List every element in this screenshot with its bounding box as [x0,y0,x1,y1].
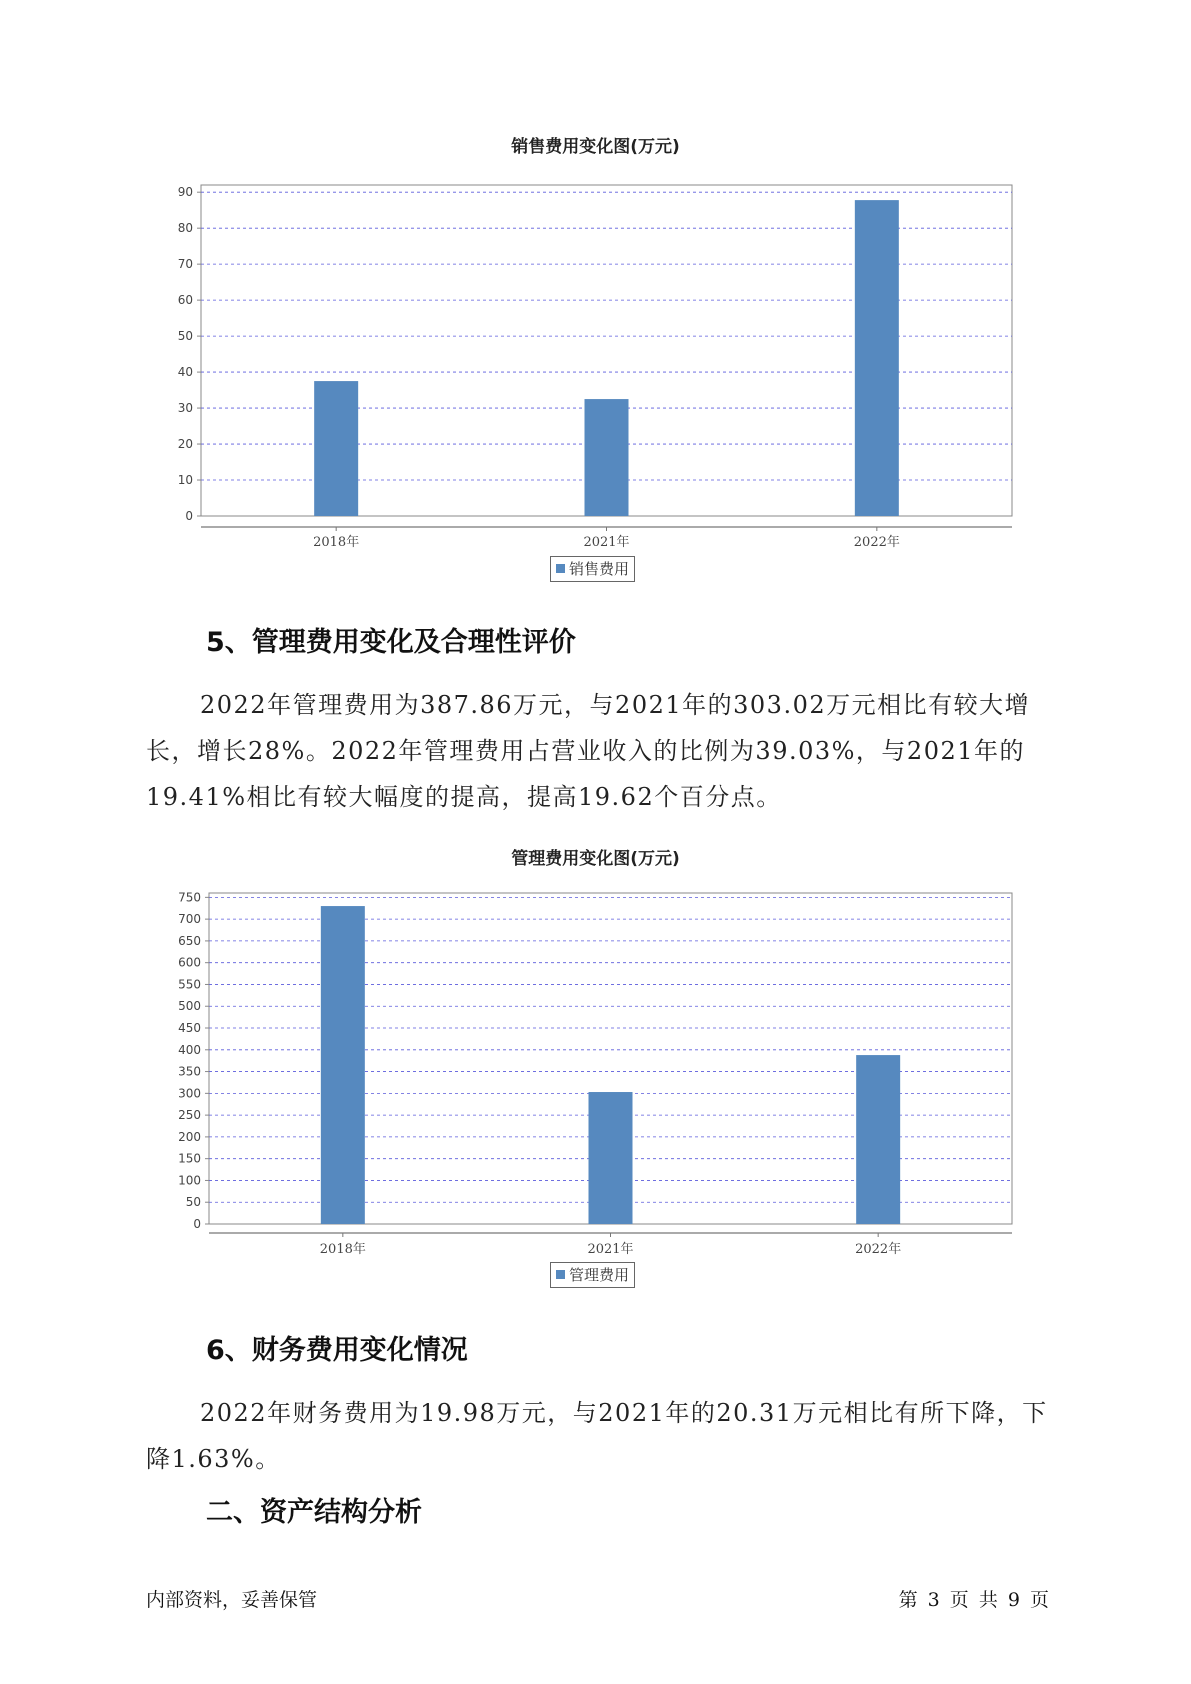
section-6-heading: 6、财务费用变化情况 [206,1335,468,1366]
y-tick-label: 50 [185,1195,201,1210]
y-tick-label: 90 [177,185,193,200]
section-5-heading: 5、管理费用变化及合理性评价 [206,627,576,658]
mgmt-chart-title: 管理费用变化图(万元) [511,849,680,869]
y-tick-label: 400 [178,1042,201,1057]
y-tick-label: 750 [178,890,201,905]
section-6-paragraph: 2022年财务费用为19.98万元，与2021年的20.31万元相比有所下降，下降1.63%。 [146,1399,1048,1473]
y-tick-label: 650 [178,933,201,948]
section-5-paragraph: 2022年管理费用为387.86万元，与2021年的303.02万元相比有较大增长，增长28%。2022年管理费用占营业收入的比例为39.03%，与2021年的19.41%相比有较大幅度的提高，提高19.62个百分点。 [146,691,1031,811]
y-tick-label: 0 [193,1217,201,1231]
y-tick-label: 550 [178,977,201,992]
x-tick-label: 2022年 [855,1242,902,1257]
y-tick-label: 40 [177,365,193,380]
footer-page-number: 第 3 页 共 9 页 [898,1589,1049,1611]
y-tick-label: 10 [177,473,193,488]
y-tick-label: 700 [178,912,201,927]
y-tick-label: 600 [178,955,201,970]
legend-label: 管理费用 [569,1266,630,1284]
bar [856,1055,900,1224]
y-tick-label: 250 [178,1108,201,1123]
y-tick-label: 60 [177,293,193,308]
bar [589,1092,633,1224]
x-tick-label: 2018年 [313,535,360,550]
y-tick-label: 30 [177,401,193,416]
section-2-heading: 二、资产结构分析 [206,1497,422,1528]
sales-chart-title: 销售费用变化图(万元) [511,137,680,157]
x-tick-label: 2021年 [583,535,630,550]
y-tick-label: 350 [178,1064,201,1079]
footer-confidential-note: 内部资料，妥善保管 [146,1589,318,1611]
y-tick-label: 100 [178,1173,201,1188]
legend-label: 销售费用 [569,560,630,578]
bar [321,906,365,1224]
y-tick-label: 20 [177,437,193,452]
x-tick-label: 2018年 [319,1242,366,1257]
y-tick-label: 450 [178,1021,201,1036]
y-tick-label: 500 [178,999,201,1014]
y-tick-label: 200 [178,1129,201,1144]
mgmt-chart-legend [550,1262,635,1288]
y-tick-label: 300 [178,1086,201,1101]
y-tick-label: 50 [177,329,193,344]
y-tick-label: 80 [177,221,193,236]
x-tick-label: 2022年 [853,535,900,550]
y-tick-label: 150 [178,1151,201,1166]
x-tick-label: 2021年 [587,1242,634,1257]
y-tick-label: 0 [185,509,193,523]
legend-swatch [556,1270,565,1279]
y-tick-label: 70 [177,257,193,272]
